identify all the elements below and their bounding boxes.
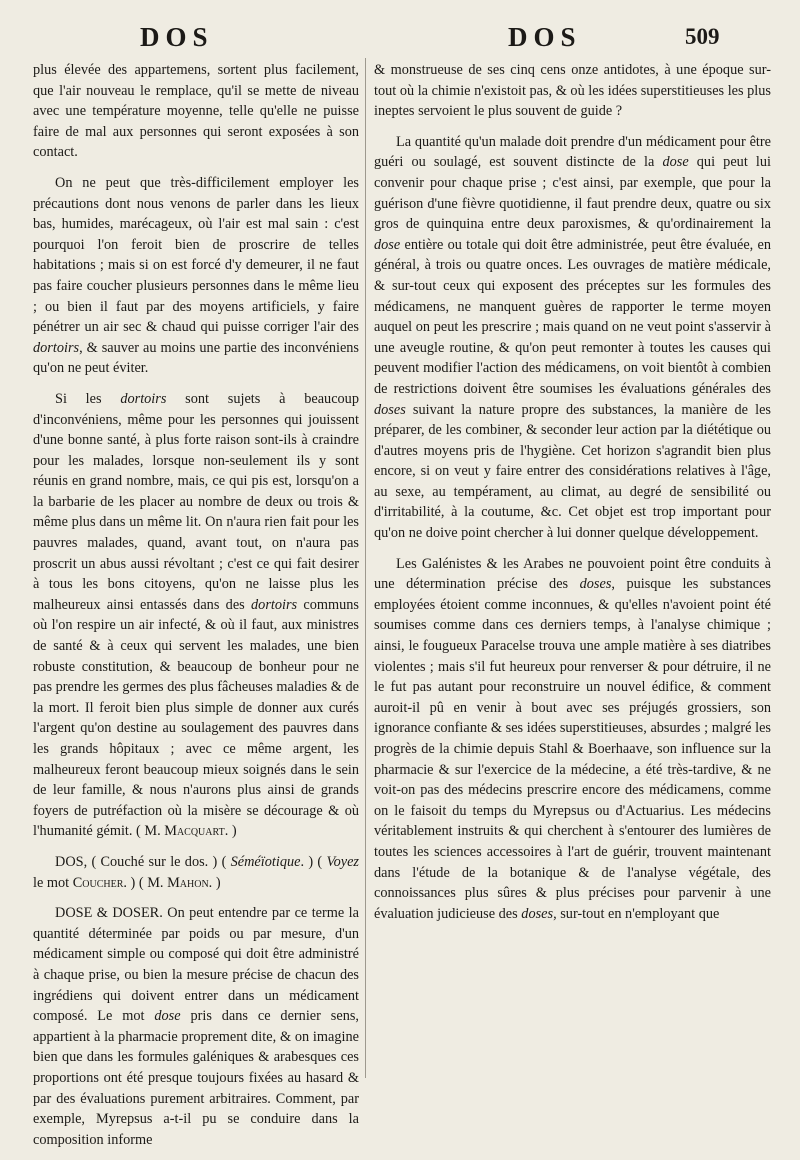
running-head-left: DOS [140, 22, 214, 52]
entry-headword: DOSE & DOSER. [55, 905, 163, 922]
author-signature: Mahon [167, 874, 209, 891]
paragraph: La quantité qu'un malade doit prendre d'un médicament pour être guéri ou soulagé, est souvent distincte de la dose qui peut lui convenir pour chaque prise ; c'est ainsi, par exemple, que pour la guérison d'une fièvre quotidienne, il faut prendre deux, quatre ou six gros de quinquina entre deux paroxismes, & qu'ordinairement la dose entière ou totale qui doit être administrée, peut être évaluée, en général, à trois ou quatre onces. Les ouvrages de matière médicale, & sur-tout ceux qui exposent des préceptes sur les formules des médicamens, ne manquent guères de rapporter le terme moyen auquel on peut les prescrire ; mais quand on ne veut point s'asservir à une aveugle routine, & qu'on peut remonter à toutes les causes qui peuvent modifier l'action des médicamens, on voit bientôt à combien de restrictions doivent être soumises les évaluations générales des doses suivant la nature propre des substances, la manière de les préparer, de les combiner, & seconder leur action par la diététique ou d'autres moyens pris de l'hygiène. Cet horizon s'agrandit bien plus encore, si on veut y faire entrer des considérations relatives à l'âge, au sexe, au tempérament, au climat, au degré de sensibilité ou d'irritabilité, à la coutume, &c. Cet objet est trop important pour qu'on ne doive point chercher à lui donner quelque développement. [374, 133, 771, 542]
paragraph: Si les dortoirs sont sujets à beaucoup d'inconvéniens, même pour les personnes qui jouissent d'une bonne santé, à plus forte raison sont-ils à craindre pour les malades, lorsque non-seulement ils y sont réunis en grand nombre, mais, ce qui pis est, lorsqu'on a la barbarie de les placer au nombre de deux ou trois & même plus dans un même lit. On n'aura rien fait pour les pauvres malades, quand, avant tout, on n'aura pas proscrit un abus aussi révoltant ; c'est ce qui fait desirer à tous les bons citoyens, qu'on ne laisse plus les malheureux ainsi entassés dans des dortoirs communs où l'on respire un air infecté, & où il faut, aux ministres de santé & à ceux qui servent les malades, une bien robuste constitution, & beaucoup de bonheur pour ne pas prendre les germes des plus fâcheuses maladies & de la mort. Il feroit bien plus simple de donner aux curés l'argent qu'on destine au soulagement des pauvres dans les grands hôpitaux ; avec ce même argent, les malheureux feront beaucoup mieux soignés dans le sein de leur famille, & nous n'aurons plus ainsi de grands foyers de putréfaction où la misère se décourage & où l'humanité gémit. ( M. Macquart. ) [33, 390, 359, 840]
paragraph: Les Galénistes & les Arabes ne pouvoient point être conduits à une détermination précise des doses, puisque les substances employées étoient comme inconnues, & qu'elles n'avoient point été soumises comme dans ces derniers temps, à l'analyse chimique ; ainsi, le fougueux Paracelse trouva une ample matière à ses diatribes violentes ; mais s'il fut heureux pour renverser & pour détruire, il ne le fut pas autant pour reconstruire un nouvel édifice, & comment auroit-il pû en venir à bout avec ses préjugés grossiers, son ignorance confiante & ses idées superstitieuses, absurdes ; malgré les progrès de la chimie depuis Stahl & Boerhaave, son influence sur la pharmacie & sur l'exercice de la médecine, a été très-tardive, & ne voit-on pas des médecins prescrire encore des médicamens, comme on le faisoit du temps du Myrepsus ou d'Actuarius. Les médecins véritablement instruits & qui cherchent à s'entourer des lumières de toutes les sciences accessoires à l'art de guérir, trouvent maintenant dans l'étude de la botanique & de l'analyse végétale, des connoissances plus sûres & plus précises pour parvenir à une évaluation judicieuse des doses, sur-tout en n'employant que [374, 555, 771, 922]
page-number: 509 [685, 24, 720, 49]
entry-dos: DOS, ( Couché sur le dos. ) ( Séméïotique. ) ( Voyez le mot Coucher. ) ( M. Mahon. ) [33, 853, 359, 891]
paragraph: On ne peut que très-difficilement employer les précautions dont nous venons de parler dans les lieux bas, humides, marécageux, où l'air est mal sain : c'est pourquoi l'on feroit bien de proscrire de telles habitations ; mais si on est forcé d'y demeurer, il ne faut pas faire coucher plusieurs personnes dans le même lieu ; ou bien il faut par des moyens artificiels, y faire pénétrer un air sec & chaud qui puisse corriger l'air des dortoirs, & sauver au moins une partie des inconvéniens qu'on ne peut éviter. [33, 174, 359, 377]
entry-dose: DOSE & DOSER. On peut entendre par ce terme la quantité déterminée par poids ou par mesure, d'un médicament simple ou composé qui doit être administré à chaque prise, ou bien la mesure précise de chacun des ingrédiens qui doivent entrer dans un médicament composé. Le mot dose pris dans ce dernier sens, appartient à la pharmacie proprement dite, & on imagine bien que dans les formules galéniques & arabesques ces proportions ont été presque toujours fixées au hasard & par des évaluations purement arbitraires. Comment, par exemple, Myrepsus a-t-il pu se conduire dans la composition informe [33, 905, 360, 1148]
column-rule [365, 58, 366, 1078]
author-signature: Macquart [164, 823, 225, 840]
right-column [374, 60, 771, 934]
paragraph: & monstrueuse de ses cinq cens onze antidotes, à une époque sur-tout où la chimie n'existoit pas, & où les idées superstitieuses les plus ineptes servoient le plus souvent de guide ? [374, 62, 771, 120]
paragraph: plus élevée des appartemens, sortent plus facilement, que l'air nouveau le remplace, qu'il se mette de niveau avec une température moyenne, telle qu'elle ne puisse faire de mal aux personnes qui seront exposées à son contact. [33, 62, 359, 161]
running-head-right: DOS [508, 22, 582, 52]
left-column [33, 60, 359, 1160]
